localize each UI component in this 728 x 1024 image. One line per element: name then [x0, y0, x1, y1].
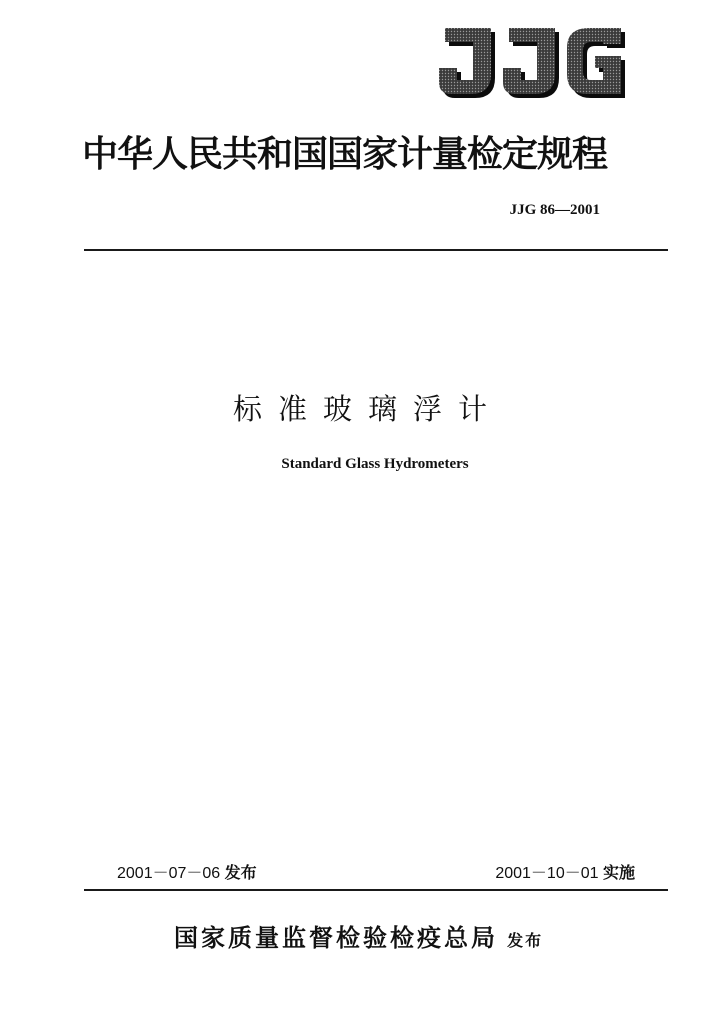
- effective-date-line: [495, 863, 635, 884]
- publisher-line: [174, 918, 543, 953]
- effective-label: 实施: [602, 863, 635, 882]
- issue-label: 发布: [224, 863, 257, 882]
- jjg-logo: [435, 24, 631, 102]
- publisher-suffix: 发布: [507, 931, 544, 950]
- series-title: 中华人民共和国国家计量检定规程: [82, 133, 608, 175]
- effective-date: 2001－10－01: [495, 865, 599, 882]
- title-english: Standard Glass Hydrometers: [281, 456, 469, 472]
- issue-date-line: [117, 863, 257, 884]
- issue-date: 2001－07－06: [117, 865, 221, 882]
- publisher-name: 国家质量监督检验检疫总局: [174, 923, 498, 952]
- title-chinese: 标准玻璃浮计: [232, 392, 503, 426]
- bottom-divider: [84, 889, 668, 891]
- top-divider: [84, 249, 668, 251]
- document-code: JJG 86—2001: [509, 202, 600, 218]
